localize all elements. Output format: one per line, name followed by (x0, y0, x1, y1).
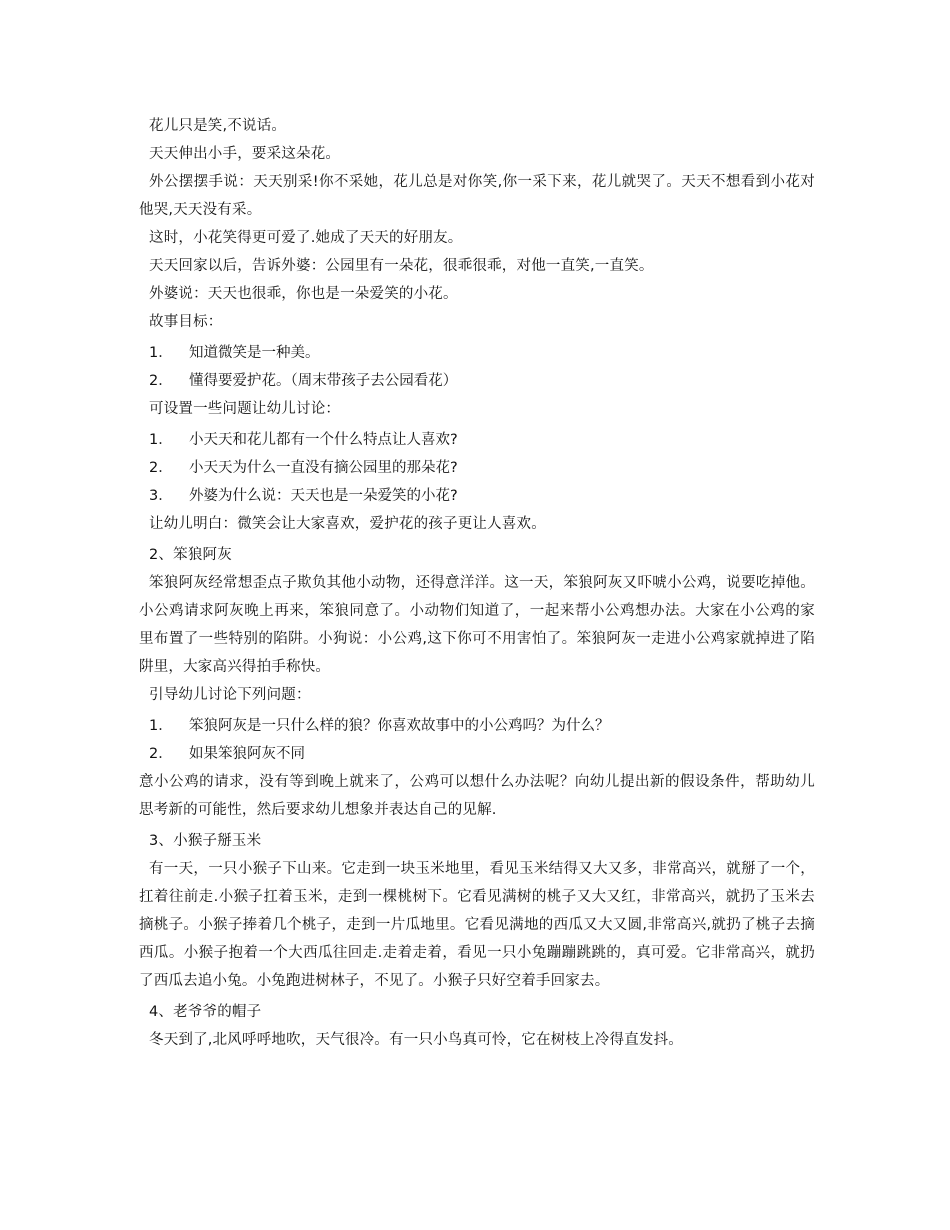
list-item (139, 740, 815, 768)
list-number: 1． (149, 345, 173, 361)
section-title: 2、笨狼阿灰 (149, 547, 232, 563)
paragraph: 可设置一些问题让幼儿讨论： (149, 401, 341, 417)
paragraph: 天天回家以后，告诉外婆：公园里有一朵花，很乖很乖，对他一直笑,一直笑。 (149, 258, 654, 274)
section-title: 3、小猴子掰玉米 (149, 833, 262, 849)
story-paragraph: 有一天，一只小猴子下山来。它走到一块玉米地里，看见玉米结得又大又多，非常高兴，就掰了一个，扛着往前走.小猴子扛着玉米，走到一棵桃树下。它看见满树的桃子又大又红，非常高兴，就扔了玉米去摘桃子。小猴子捧着几个桃子，走到一片瓜地里。它看见满地的西瓜又大又圆,非常高兴,就扔了桃子去摘西瓜。小猴子抱着一个大西瓜往回走.走着走着，看见一只小兔蹦蹦跳跳的，真可爱。它非常高兴，就扔了西瓜去追小兔。小兔跑进树林子，不见了。小猴子只好空着手回家去。 (139, 861, 815, 989)
list-item (139, 454, 815, 482)
paragraph: 引导幼儿讨论下列问题： (149, 687, 311, 703)
paragraph: 外婆说：天天也很乖，你也是一朵爱笑的小花。 (149, 286, 458, 302)
paragraph: 花儿只是笑,不说话。 (149, 118, 287, 134)
list-number: 1． (149, 718, 173, 734)
list-text: 小天天和花儿都有一个什么特点让人喜欢? (189, 432, 458, 448)
paragraph: 意小公鸡的请求，没有等到晚上就来了，公鸡可以想什么办法呢？向幼儿提出新的假设条件，帮助幼儿思考新的可能性，然后要求幼儿想象并表达自己的见解. (139, 774, 815, 818)
story-paragraph: 笨狼阿灰经常想歪点子欺负其他小动物，还得意洋洋。这一天，笨狼阿灰又吓唬小公鸡，说要吃掉他。小公鸡请求阿灰晚上再来，笨狼同意了。小动物们知道了，一起来帮小公鸡想办法。大家在小公鸡的家里布置了一些特别的陷阱。小狗说：小公鸡,这下你可不用害怕了。笨狼阿灰一走进小公鸡家就掉进了陷阱里，大家高兴得拍手称快。 (139, 575, 815, 675)
paragraph: 天天伸出小手，要采这朵花。 (149, 146, 341, 162)
list-number: 3． (149, 488, 173, 504)
paragraph: 让幼儿明白：微笑会让大家喜欢，爱护花的孩子更让人喜欢。 (149, 516, 546, 532)
list-number: 2． (149, 746, 173, 762)
story-paragraph: 冬天到了,北风呼呼地吹，天气很冷。有一只小鸟真可怜，它在树枝上冷得直发抖。 (149, 1032, 684, 1048)
list-text: 外婆为什么说：天天也是一朵爱笑的小花? (189, 488, 458, 504)
list-text: 知道微笑是一种美。 (189, 345, 320, 361)
paragraph: 这时，小花笑得更可爱了.她成了天天的好朋友。 (149, 230, 463, 246)
list-text: 笨狼阿灰是一只什么样的狼？你喜欢故事中的小公鸡吗？为什么？ (189, 718, 610, 734)
list-number: 1． (149, 432, 173, 448)
list-number: 2． (149, 460, 173, 476)
list-text: 懂得要爱护花。（周末带孩子去公园看花） (189, 373, 458, 389)
section-title: 4、老爷爷的帽子 (149, 1004, 262, 1020)
list-item (139, 426, 815, 454)
list-item (139, 482, 815, 510)
list-number: 2． (149, 373, 173, 389)
paragraph: 外公摆摆手说：天天别采!你不采她，花儿总是对你笑,你一采下来，花儿就哭了。天天不想看到小花对他哭,天天没有采。 (139, 174, 815, 218)
document-body (139, 112, 815, 1054)
list-item (139, 339, 815, 367)
list-text: 小天天为什么一直没有摘公园里的那朵花? (189, 460, 458, 476)
list-text: 如果笨狼阿灰不同 (189, 746, 305, 762)
list-item (139, 367, 815, 395)
section-heading: 故事目标： (149, 314, 223, 330)
list-item (139, 712, 815, 740)
